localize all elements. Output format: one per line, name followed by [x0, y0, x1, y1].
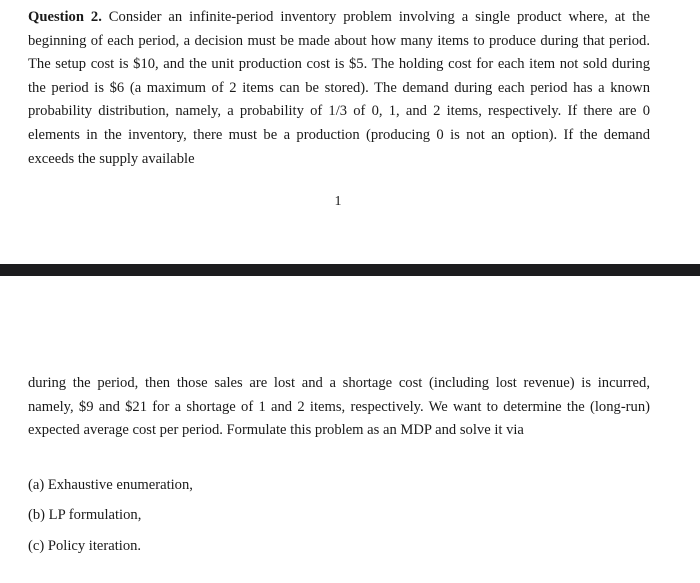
page-separator [0, 264, 700, 276]
part-c-item: (c) Policy iteration. [28, 538, 142, 554]
question-paragraph-part-1 [28, 6, 650, 171]
question-text-part-1: Consider an infinite-period inventory problem involving a single product where, at the beginning of each period, a decision must be made about how many items to produce during that period. The setup cost is $10, and the unit production cost is $5. The holding cost for each item not sold during the period is $6 (a maximum of 2 items can be stored). The demand during each period has a known probability distribution, namely, a probability of 1/3 of 0, 1, and 2 items, respectively. If there are 0 elements in the inventory, there must be a production (producing 0 is not an option). If the demand exceeds the supply available [28, 9, 651, 167]
part-b-item: (b) LP formulation, [28, 507, 142, 523]
document-page-1 [0, 0, 700, 264]
page-number: 1 [334, 194, 342, 209]
part-a-item: (a) Exhaustive enumeration, [28, 477, 193, 493]
document-page-2 [0, 276, 700, 583]
question-label: Question 2. [28, 9, 102, 25]
question-paragraph-part-2: during the period, then those sales are lost and a shortage cost (including lost revenue) is incurred, namely, $9 and $21 for a shortage of 1 and 2 items, respectively. We want to determine the (long-run) expected average cost per period. Formulate this problem as an MDP and solve it via [28, 375, 650, 439]
